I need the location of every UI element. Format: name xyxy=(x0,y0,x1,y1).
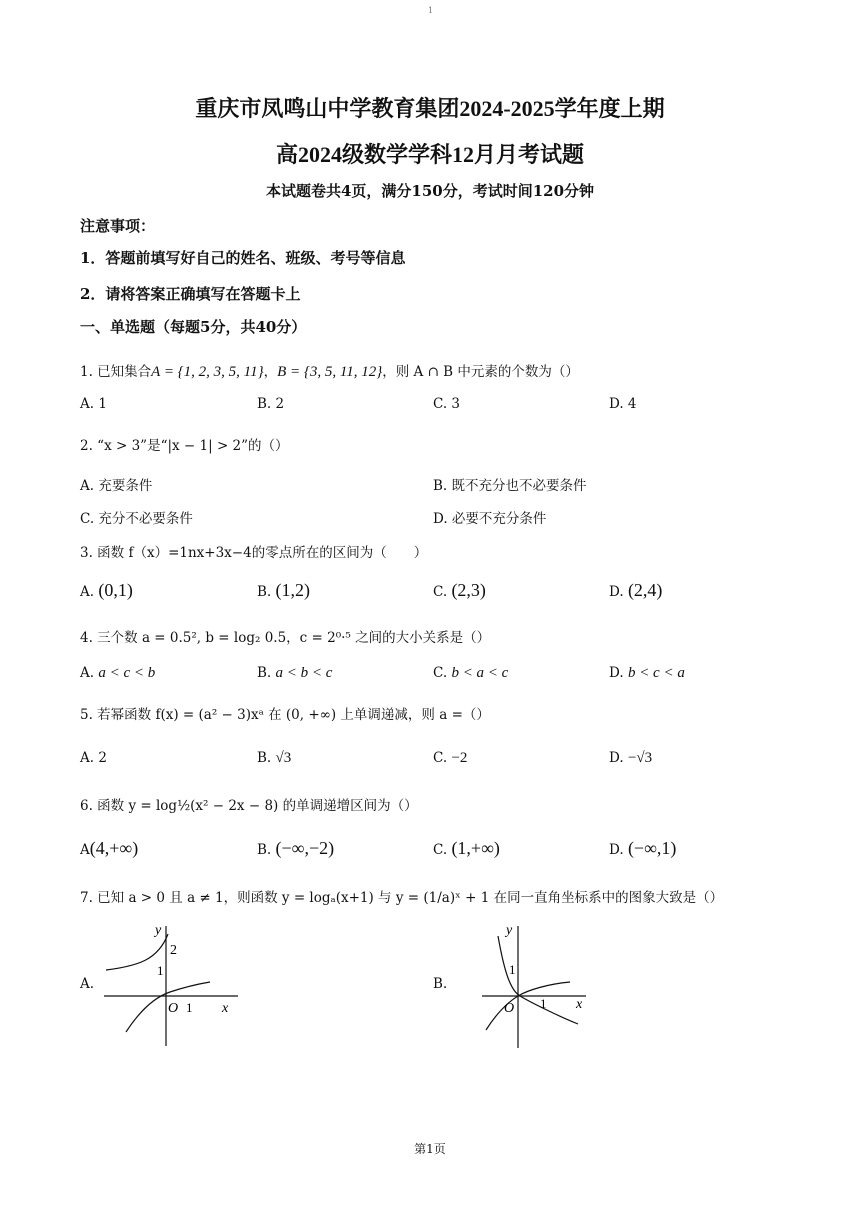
q1-option-d: D. 4 xyxy=(609,396,637,412)
q1-prefix: 1. 已知集合 xyxy=(80,364,152,380)
q1-option-a: A. 1 xyxy=(80,396,107,412)
graph-a-label-1x: 1 xyxy=(186,1000,193,1015)
q1-set-b: B = {3, 5, 11, 12} xyxy=(277,364,383,380)
q4-option-b: B. a < b < c xyxy=(257,665,333,681)
q2-option-d: D. 必要不充分条件 xyxy=(433,511,547,527)
q5-option-b: B. √3 xyxy=(257,750,292,766)
notes-heading: 注意事项： xyxy=(80,217,156,235)
q7-graph-a xyxy=(98,920,248,1050)
graph-b-label-1y: 1 xyxy=(509,962,516,977)
graph-b-log-curve xyxy=(486,982,570,1030)
notes-item-1: 1．答题前填写好自己的姓名、班级、考号等信息 xyxy=(80,249,406,267)
q4-option-a: A. a < c < b xyxy=(80,665,156,681)
question-2-stem: 2. “x > 3”是“|x − 1| > 2”的（） xyxy=(80,438,289,454)
graph-b-label-1x: 1 xyxy=(540,996,547,1011)
q1-suffix: ，则 A ∩ B 中元素的个数为（） xyxy=(382,364,579,380)
q3-option-a: A. (0,1) xyxy=(80,580,133,600)
exam-info: 本试题卷共4页，满分150分，考试时间120分钟 xyxy=(265,182,595,200)
q5-option-d: D. −√3 xyxy=(609,750,653,766)
notes-item-2: 2．请将答案正确填写在答题卡上 xyxy=(80,285,301,303)
q6-option-b: B. (−∞,−2) xyxy=(257,838,335,858)
q4-option-d: D. b < c < a xyxy=(609,665,685,681)
graph-a-y-label: y xyxy=(155,923,162,938)
q3-option-d: D. (2,4) xyxy=(609,580,663,600)
graph-b-y-label: y xyxy=(506,923,513,938)
q7-option-a: A. xyxy=(80,976,95,992)
q4-option-c: C. b < a < c xyxy=(433,665,509,681)
graph-a-x-label: x xyxy=(222,1001,229,1016)
section-heading-single-choice: 一、单选题（每题5分，共40分） xyxy=(80,318,307,336)
question-5-stem: 5. 若幂函数 f(x) = (a² − 3)xᵃ 在 (0, +∞) 上单调递减，则 a =（） xyxy=(80,707,490,723)
page-footer: 第1页 xyxy=(414,1142,446,1156)
q2-option-c: C. 充分不必要条件 xyxy=(80,511,193,527)
graph-b-origin: O xyxy=(504,1001,515,1016)
question-7-stem: 7. 已知 a > 0 且 a ≠ 1，则函数 y = logₐ(x+1) 与 y = (1/a)ˣ + 1 在同一直角坐标系中的图象大致是（） xyxy=(80,890,724,906)
q6-option-d: D. (−∞,1) xyxy=(609,838,677,858)
question-6-stem: 6. 函数 y = log½(x² − 2x − 8) 的单调递增区间为（） xyxy=(80,798,418,814)
q5-option-a: A. 2 xyxy=(80,750,107,766)
page-mark: 1 xyxy=(428,6,434,15)
exam-title-line2: 高2024级数学学科12月月考试题 xyxy=(275,142,584,167)
q1-option-c: C. 3 xyxy=(433,396,461,412)
graph-a-label-2: 2 xyxy=(170,943,177,958)
q2-option-b: B. 既不充分也不必要条件 xyxy=(433,478,587,494)
question-4-stem: 4. 三个数 a = 0.5², b = log₂ 0.5，c = 2⁰·⁵ 之间的大小关系是（） xyxy=(80,630,491,646)
q3-option-b: B. (1,2) xyxy=(257,580,311,600)
question-3-stem: 3. 函数 f（x）=1nx+3x−4的零点所在的区间为（ ） xyxy=(80,545,428,561)
graph-a-label-1y: 1 xyxy=(157,963,164,978)
q7-option-b: B. xyxy=(433,976,448,992)
exam-title-line1: 重庆市凤鸣山中学教育集团2024-2025学年度上期 xyxy=(195,96,665,121)
graph-b-x-label: x xyxy=(576,997,583,1012)
q7-graph-b xyxy=(448,920,598,1050)
q1-option-b: B. 2 xyxy=(257,396,285,412)
q3-option-c: C. (2,3) xyxy=(433,580,486,600)
graph-a-origin: O xyxy=(168,1001,179,1016)
q6-option-a: A(4,+∞) xyxy=(80,838,139,858)
question-1-stem xyxy=(80,360,579,381)
q5-option-c: C. −2 xyxy=(433,750,468,766)
q1-sep: ， xyxy=(263,364,278,380)
q2-option-a: A. 充要条件 xyxy=(80,478,153,494)
q6-option-c: C. (1,+∞) xyxy=(433,838,500,858)
q1-set-a: A = {1, 2, 3, 5, 11} xyxy=(151,364,264,380)
